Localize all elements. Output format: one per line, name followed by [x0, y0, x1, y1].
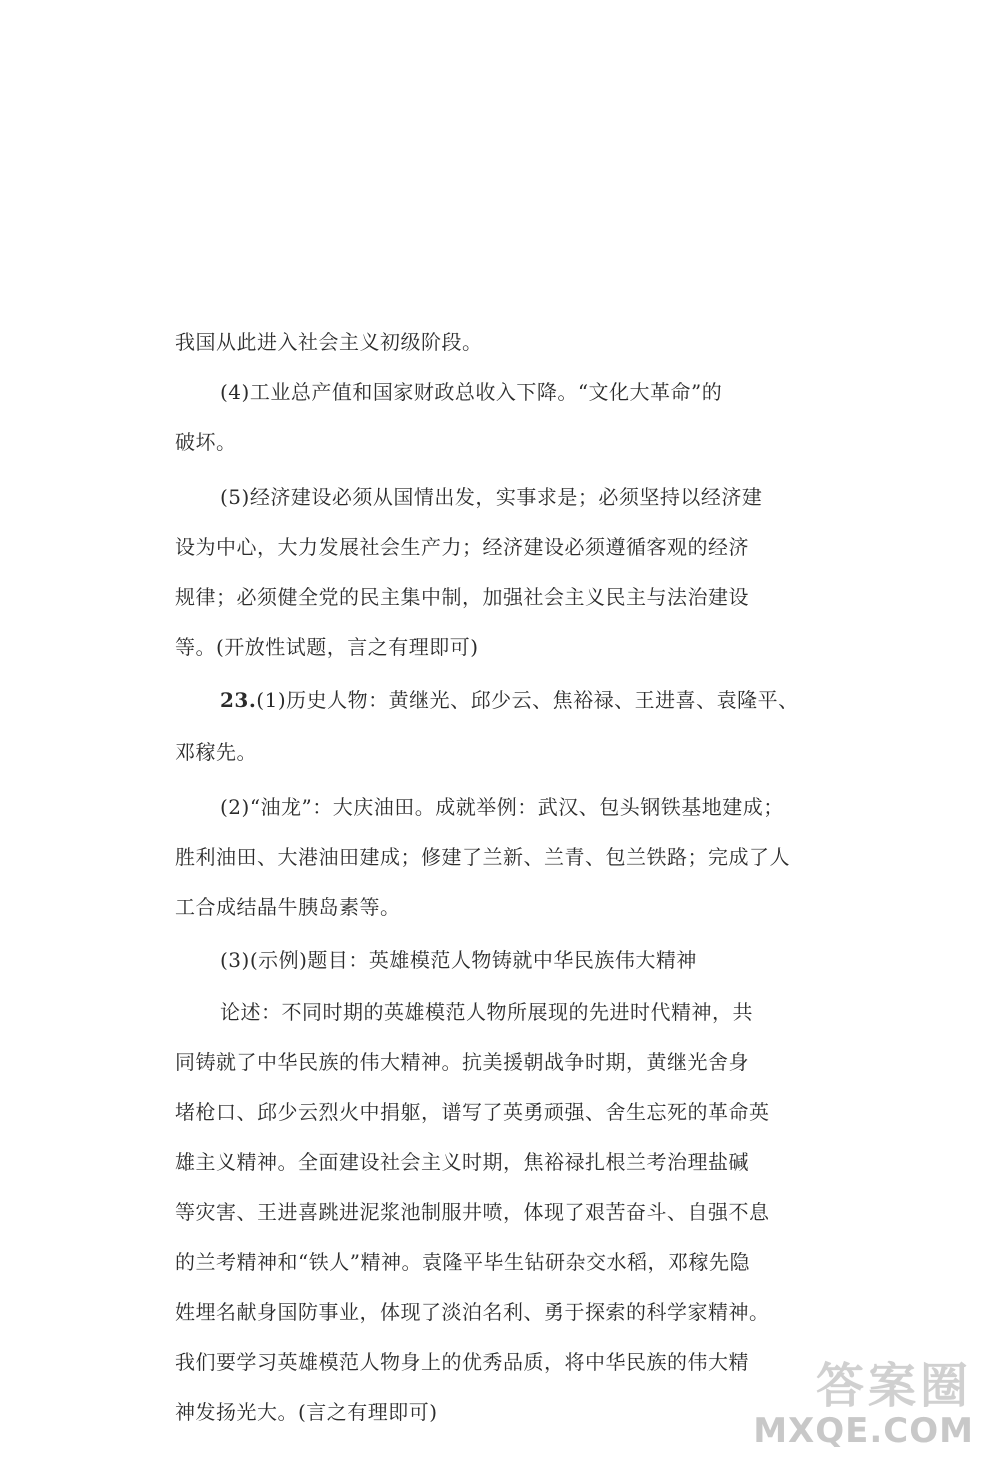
watermark [722, 1341, 982, 1461]
text-line: (3)(示例)题目：英雄模范人物铸就中华民族伟大精神 [220, 948, 697, 972]
text-line: 雄主义精神。全面建设社会主义时期，焦裕禄扎根兰考治理盐碱 [175, 1150, 749, 1174]
question-number: 23. [220, 688, 257, 712]
text-line: 破坏。 [175, 430, 237, 454]
text-line: 等。(开放性试题，言之有理即可) [175, 635, 479, 659]
text-line: 我们要学习英雄模范人物身上的优秀品质，将中华民族的伟大精 [175, 1350, 749, 1374]
text-line: (2)“油龙”：大庆油田。成就举例：武汉、包头钢铁基地建成； [220, 795, 784, 819]
text-line: (5)经济建设必须从国情出发，实事求是；必须坚持以经济建 [220, 485, 763, 509]
text-line: 等灾害、王进喜跳进泥浆池制服井喷，体现了艰苦奋斗、自强不息 [175, 1200, 770, 1224]
text-line: 论述：不同时期的英雄模范人物所展现的先进时代精神，共 [220, 1000, 753, 1024]
text-line: 设为中心，大力发展社会生产力；经济建设必须遵循客观的经济 [175, 535, 749, 559]
text-line: 堵枪口、邱少云烈火中捐躯，谱写了英勇顽强、舍生忘死的革命英 [175, 1100, 770, 1124]
watermark-url: MXQE.COM [753, 1411, 974, 1451]
text-line: 胜利油田、大港油田建成；修建了兰新、兰青、包兰铁路；完成了人 [175, 845, 790, 869]
watermark-logo-text: 答案圈 [815, 1358, 972, 1414]
text-line: 姓埋名献身国防事业，体现了淡泊名利、勇于探索的科学家精神。 [175, 1300, 770, 1324]
question-23-first-line [220, 688, 799, 712]
text-line: (1)历史人物：黄继光、邱少云、焦裕禄、王进喜、袁隆平、 [256, 688, 799, 712]
text-line: 我国从此进入社会主义初级阶段。 [175, 330, 483, 354]
text-line: (4)工业总产值和国家财政总收入下降。“文化大革命”的 [220, 380, 723, 404]
text-line: 的兰考精神和“铁人”精神。袁隆平毕生钻研杂交水稻，邓稼先隐 [175, 1250, 750, 1274]
text-line: 邓稼先。 [175, 740, 257, 764]
text-line: 同铸就了中华民族的伟大精神。抗美援朝战争时期，黄继光舍身 [175, 1050, 749, 1074]
text-line: 规律；必须健全党的民主集中制，加强社会主义民主与法治建设 [175, 585, 749, 609]
text-line: 工合成结晶牛胰岛素等。 [175, 895, 401, 919]
text-line: 神发扬光大。(言之有理即可) [175, 1400, 438, 1424]
